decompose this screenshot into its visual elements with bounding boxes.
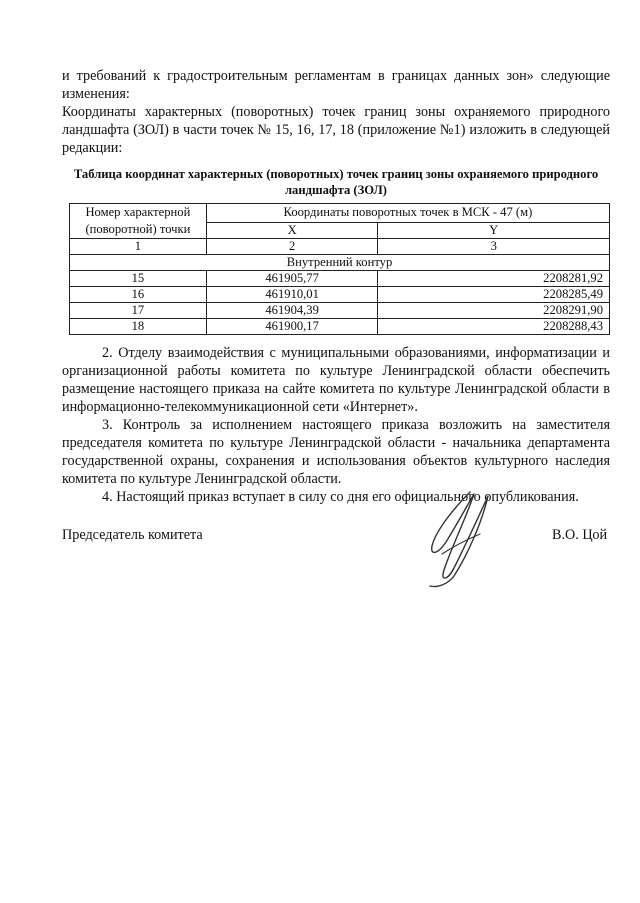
y-value: 2208285,49 (378, 287, 610, 303)
table-row (70, 271, 610, 287)
x-value: 461904,39 (206, 303, 378, 319)
paragraph-item-2: 2. Отделу взаимодействия с муниципальными образованиями, информатизации и организационной работы комитета по культуре Ленинградской области обеспечить размещение настоящего приказа на сайте комитета по культуре Ленинградской области в информационно-телекоммуникационной сети «Интернет». (62, 345, 610, 415)
header-coordinates: Координаты поворотных точек в МСК - 47 (м) (206, 204, 609, 223)
table-row (70, 287, 610, 303)
table-row (70, 319, 610, 335)
y-value: 2208281,92 (378, 271, 610, 287)
paragraph-item-4: 4. Настоящий приказ вступает в силу со дня его официального опубликования. (102, 489, 579, 505)
table-title: Таблица координат характерных (поворотных) точек границ зоны охраняемого природного ландшафта (ЗОЛ) (73, 167, 599, 197)
handwritten-signature (408, 484, 518, 594)
point-number: 16 (70, 287, 207, 303)
y-value: 2208291,90 (378, 303, 610, 319)
intro-paragraph-2: Координаты характерных (поворотных) точек границ зоны охраняемого природного ландшафта (ЗОЛ) в части точек № 15, 16, 17, 18 (приложение №1) изложить в следующей редакции: (62, 104, 610, 156)
header-point-number: Номер характерной (поворотной) точки (70, 204, 207, 239)
x-value: 461905,77 (206, 271, 378, 287)
header-y: Y (378, 222, 610, 238)
header-x: X (206, 222, 378, 238)
col-number-3: 3 (378, 239, 610, 255)
intro-paragraph-1: и требований к градостроительным регламентам в границах данных зон» следующие изменения: (62, 68, 610, 102)
signatory-role: Председатель комитета (62, 527, 203, 543)
point-number: 17 (70, 303, 207, 319)
x-value: 461910,01 (206, 287, 378, 303)
coordinates-table (69, 203, 610, 335)
y-value: 2208288,43 (378, 319, 610, 335)
point-number: 18 (70, 319, 207, 335)
paragraph-item-3: 3. Контроль за исполнением настоящего приказа возложить на заместителя председателя комитета по культуре Ленинградской области - начальника департамента государственной охраны, сохранения и использования объектов культурного наследия комитета по культуре Ленинградской области. (62, 417, 610, 487)
table-row (70, 303, 610, 319)
point-number: 15 (70, 271, 207, 287)
signatory-name: В.О. Цой (552, 527, 608, 543)
x-value: 461900,17 (206, 319, 378, 335)
col-number-2: 2 (206, 239, 378, 255)
col-number-1: 1 (70, 239, 207, 255)
section-inner-contour: Внутренний контур (70, 255, 610, 271)
